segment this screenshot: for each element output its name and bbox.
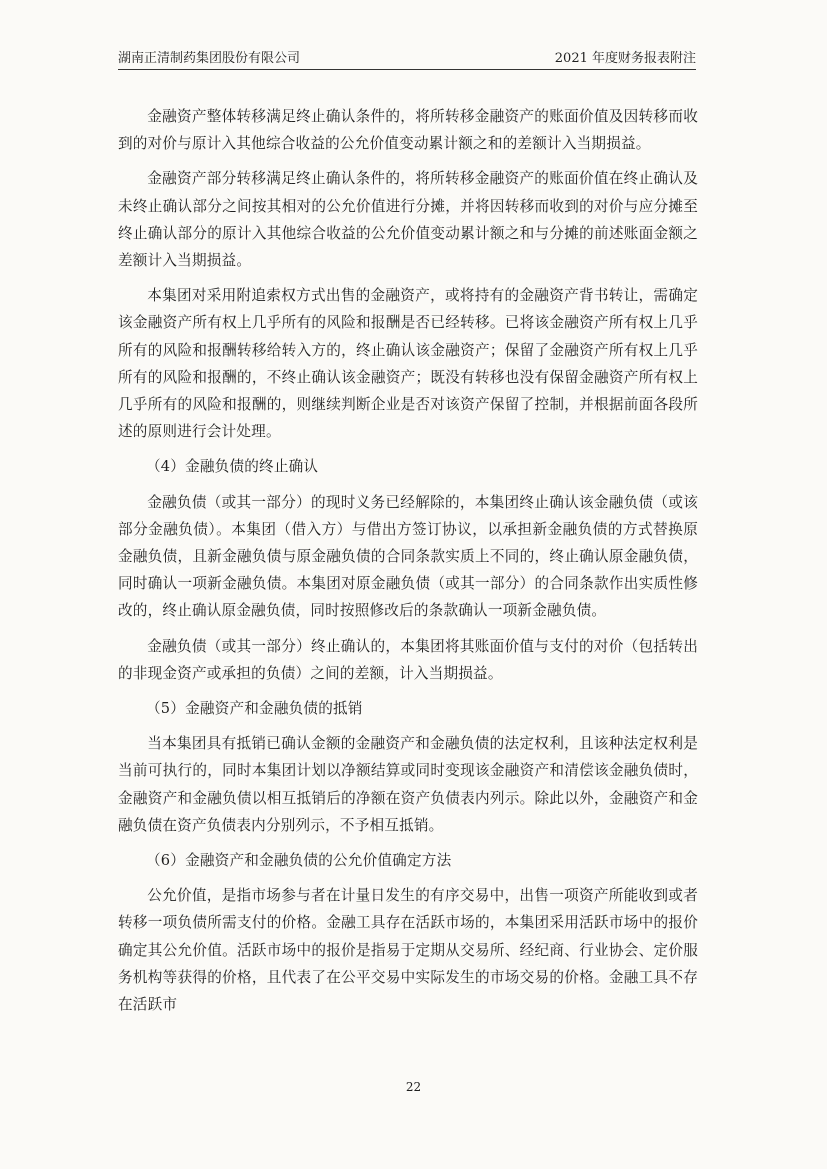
paragraph: 金融负债（或其一部分）终止确认的，本集团将其账面价值与支付的对价（包括转出的非现金资产或承担的负债）之间的差额，计入当期损益。 <box>118 637 698 682</box>
page-header <box>118 47 696 70</box>
paragraph: 金融负债（或其一部分）的现时义务已经解除的，本集团终止确认该金融负债（或该部分金融负债）。本集团（借入方）与借出方签订协议，以承担新金融负债的方式替换原金融负债，且新金融负债与原金融负债的合同条款实质上不同的，终止确认原金融负债，同时确认一项新金融负债。本集团对原金融负债（或其一部分）的合同条款作出实质性修改的，终止确认原金融负债，同时按照修改后的条款确认一项新金融负债。 <box>118 493 698 620</box>
company-name: 湖南正清制药集团股份有限公司 <box>118 51 301 66</box>
paragraph: 金融资产部分转移满足终止确认条件的，将所转移金融资产的账面价值在终止确认及未终止确认部分之间按其相对的公允价值进行分摊，并将因转移而收到的对价与应分摊至终止确认部分的原计入其他综合收益的公允价值变动累计额之和与分摊的前述账面金额之差额计入当期损益。 <box>118 170 698 270</box>
body-text <box>118 103 698 1018</box>
paragraph: 公允价值，是指市场参与者在计量日发生的有序交易中，出售一项资产所能收到或者转移一项负债所需支付的价格。金融工具存在活跃市场的，本集团采用活跃市场中的报价确定其公允价值。活跃市场中的报价是指易于定期从交易所、经纪商、行业协会、定价服务机构等获得的价格，且代表了在公平交易中实际发生的市场交易的价格。金融工具不存在活跃市 <box>118 887 698 1014</box>
paragraph: 当本集团具有抵销已确认金额的金融资产和金融负债的法定权利，且该种法定权利是当前可执行的，同时本集团计划以净额结算或同时变现该金融资产和清偿该金融负债时，金融资产和金融负债以相互抵销后的净额在资产负债表内列示。除此以外，金融资产和金融负债在资产负债表内分别列示，不予相互抵销。 <box>118 735 698 834</box>
section-heading: （6）金融资产和金融负债的公允价值确定方法 <box>146 852 452 870</box>
paragraph: 本集团对采用附追索权方式出售的金融资产，或将持有的金融资产背书转让，需确定该金融资产所有权上几乎所有的风险和报酬是否已经转移。已将该金融资产所有权上几乎所有的风险和报酬转移给转入方的，终止确认该金融资产；保留了金融资产所有权上几乎所有的风险和报酬的，不终止确认该金融资产；既没有转移也没有保留金融资产所有权上几乎所有的风险和报酬的，则继续判断企业是否对该资产保留了控制，并根据前面各段所述的原则进行会计处理。 <box>118 287 698 441</box>
section-heading: （5）金融资产和金融负债的抵销 <box>146 700 363 718</box>
section-heading: （4）金融负债的终止确认 <box>146 458 319 476</box>
report-title: 2021 年度财务报表附注 <box>554 51 696 66</box>
paragraph: 金融资产整体转移满足终止确认条件的，将所转移金融资产的账面价值及因转移而收到的对价与原计入其他综合收益的公允价值变动累计额之和的差额计入当期损益。 <box>118 108 698 153</box>
page-number: 22 <box>405 1080 422 1094</box>
